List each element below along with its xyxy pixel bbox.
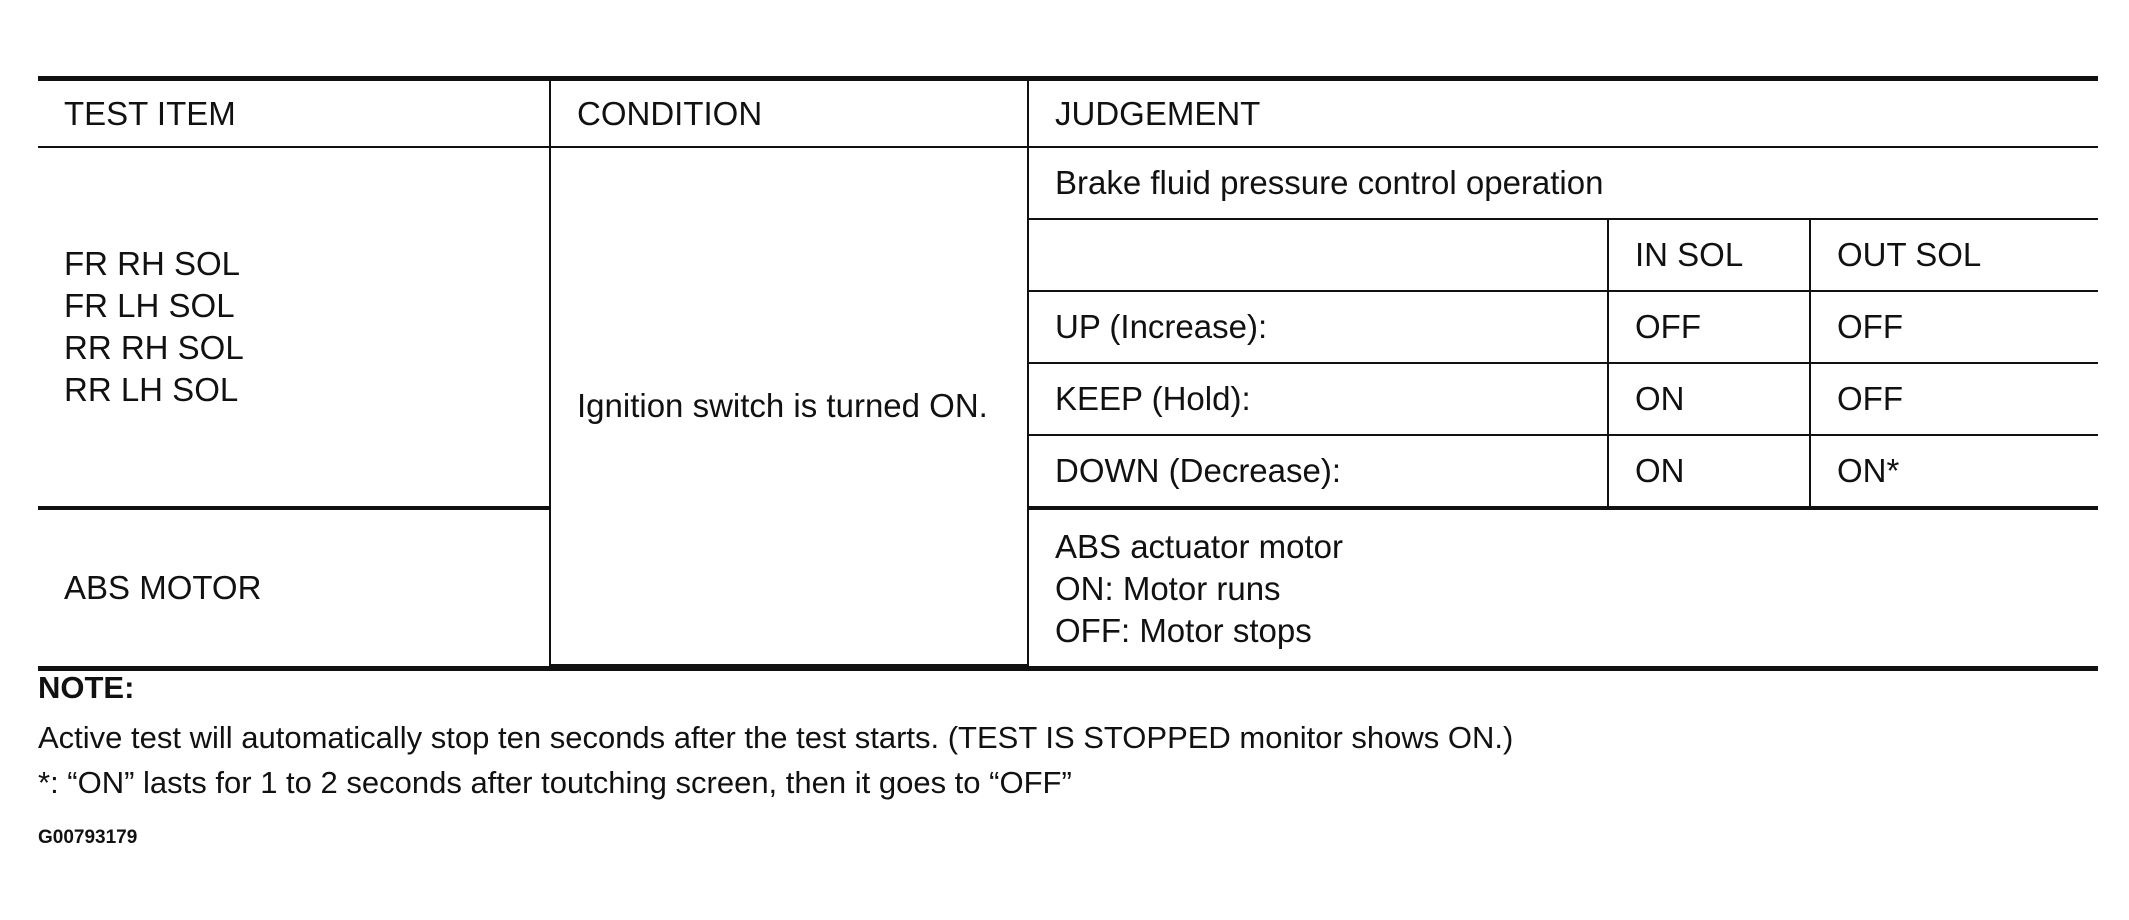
active-test-table bbox=[38, 81, 2098, 666]
motor-judgement-on: ON: Motor runs bbox=[1055, 569, 1281, 607]
test-item-rr-rh-sol: RR RH SOL bbox=[64, 329, 244, 366]
figure-id: G00793179 bbox=[38, 827, 138, 848]
test-item-rr-lh-sol: RR LH SOL bbox=[64, 371, 239, 408]
condition-cell: Ignition switch is turned ON. bbox=[550, 147, 1028, 665]
operation-up-in-sol: OFF bbox=[1608, 291, 1810, 363]
solenoid-test-items-cell bbox=[38, 147, 550, 508]
table-header-row bbox=[38, 81, 2098, 147]
header-test-item: TEST ITEM bbox=[38, 81, 550, 147]
table-row bbox=[38, 147, 2098, 219]
operation-down-label: DOWN (Decrease): bbox=[1028, 435, 1608, 508]
motor-judgement-off: OFF: Motor stops bbox=[1055, 611, 1312, 649]
note-title: NOTE: bbox=[38, 670, 135, 705]
active-test-table-frame bbox=[38, 76, 2098, 671]
table-row bbox=[38, 508, 2098, 665]
note-on-duration-text: *: “ON” lasts for 1 to 2 seconds after toutching screen, then it goes to “OFF” bbox=[38, 765, 1072, 800]
test-item-fr-lh-sol: FR LH SOL bbox=[64, 287, 235, 324]
operation-keep-in-sol: ON bbox=[1608, 363, 1810, 435]
operation-down-out-sol: ON* bbox=[1810, 435, 2098, 508]
operation-up-label: UP (Increase): bbox=[1028, 291, 1608, 363]
test-item-abs-motor: ABS MOTOR bbox=[38, 508, 550, 665]
header-judgement: JUDGEMENT bbox=[1028, 81, 2098, 147]
motor-judgement-title: ABS actuator motor bbox=[1055, 527, 1343, 565]
motor-judgement-cell bbox=[1028, 508, 2098, 665]
operation-keep-out-sol: OFF bbox=[1810, 363, 2098, 435]
test-item-fr-rh-sol: FR RH SOL bbox=[64, 245, 241, 282]
operation-keep-label: KEEP (Hold): bbox=[1028, 363, 1608, 435]
sol-column-blank bbox=[1028, 219, 1608, 291]
in-sol-column-header: IN SOL bbox=[1608, 219, 1810, 291]
operation-up-out-sol: OFF bbox=[1810, 291, 2098, 363]
operation-down-in-sol: ON bbox=[1608, 435, 1810, 508]
brake-control-title: Brake fluid pressure control operation bbox=[1028, 147, 2098, 219]
out-sol-column-header: OUT SOL bbox=[1810, 219, 2098, 291]
header-condition: CONDITION bbox=[550, 81, 1028, 147]
note-auto-stop-text: Active test will automatically stop ten seconds after the test starts. (TEST IS STOPPED monitor shows ON.) bbox=[38, 720, 1514, 755]
